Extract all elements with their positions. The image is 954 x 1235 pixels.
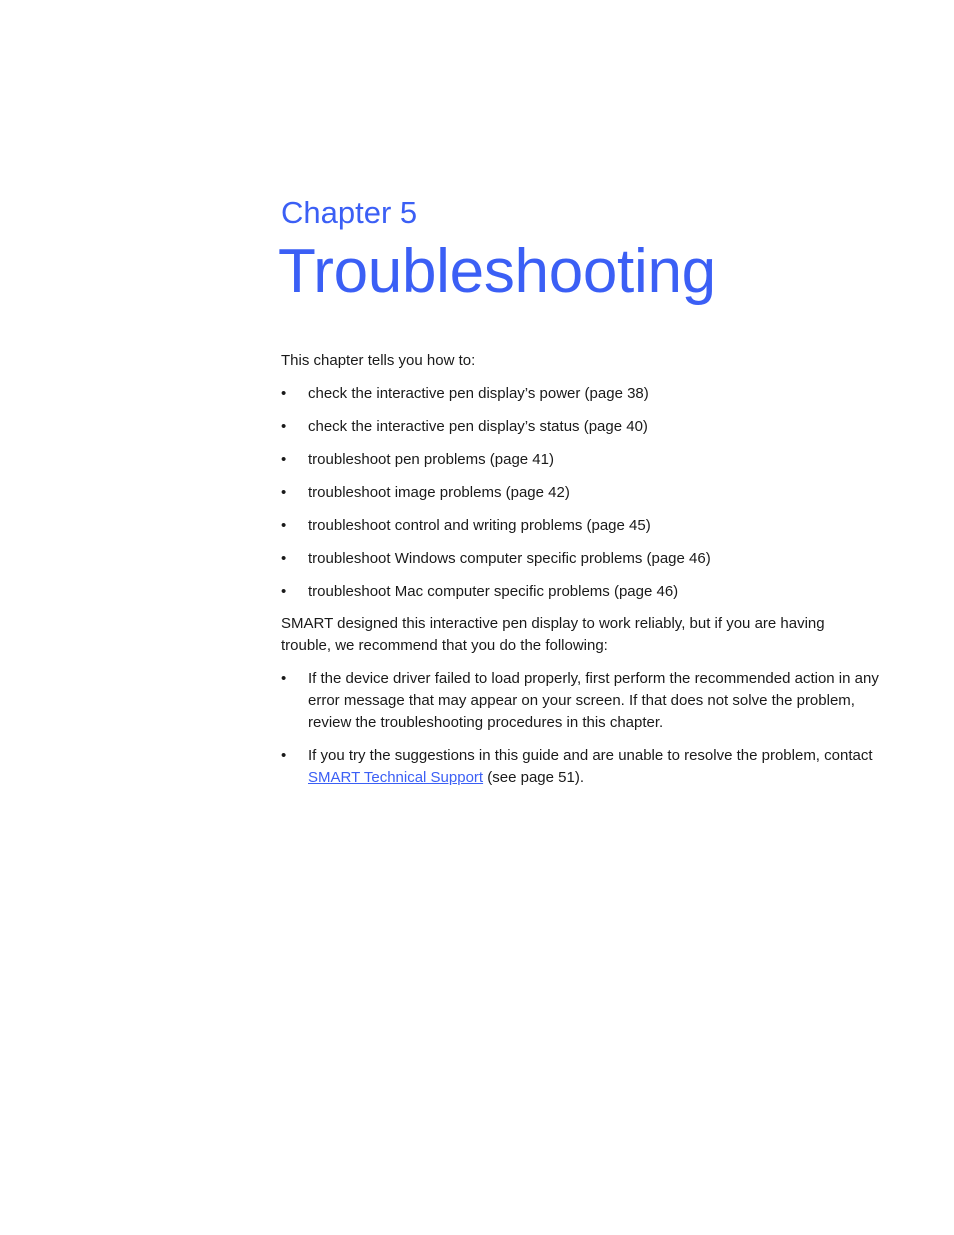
topic-text: troubleshoot pen problems (page 41): [308, 451, 554, 468]
topic-text: troubleshoot Windows computer specific problems (page 46): [308, 550, 711, 567]
step-text-before: If you try the suggestions in this guide and are unable to resolve the problem, contact: [308, 747, 873, 764]
chapter-content: [278, 193, 881, 789]
steps-list: [281, 668, 881, 789]
recommendation-text: SMART designed this interactive pen display to work reliably, but if you are having trouble, we recommend that you do the following:: [281, 615, 825, 654]
bullet-icon: •: [281, 517, 287, 534]
bullet-icon: •: [281, 583, 287, 600]
intro-text: This chapter tells you how to:: [281, 352, 476, 369]
topic-item: [281, 449, 881, 471]
topic-item: [281, 515, 881, 537]
bullet-icon: •: [281, 747, 287, 764]
topic-item: [281, 581, 881, 603]
topic-list: [281, 383, 881, 603]
step-item-support: [281, 745, 881, 789]
topic-item: [281, 416, 881, 438]
bullet-icon: •: [281, 418, 287, 435]
topic-item: [281, 548, 881, 570]
topic-text: troubleshoot control and writing problems (page 45): [308, 517, 651, 534]
topic-text: troubleshoot image problems (page 42): [308, 484, 570, 501]
topic-text: check the interactive pen display’s status (page 40): [308, 418, 648, 435]
bullet-icon: •: [281, 385, 287, 402]
bullet-icon: •: [281, 550, 287, 567]
chapter-title: Troubleshooting: [278, 237, 716, 306]
bullet-icon: •: [281, 484, 287, 501]
topic-item: [281, 383, 881, 405]
step-text-after: (see page 51).: [483, 769, 584, 786]
chapter-number: Chapter 5: [281, 195, 418, 230]
topic-text: check the interactive pen display’s power (page 38): [308, 385, 649, 402]
technical-support-link[interactable]: SMART Technical Support: [308, 769, 484, 786]
step-text: If the device driver failed to load properly, first perform the recommended action in any error message that may appear on your screen. If that does not solve the problem, review the troubleshooting procedures in this chapter.: [308, 670, 879, 731]
topic-item: [281, 482, 881, 504]
bullet-icon: •: [281, 670, 287, 687]
topic-text: troubleshoot Mac computer specific problems (page 46): [308, 583, 679, 600]
bullet-icon: •: [281, 451, 287, 468]
step-item-driver: [281, 668, 881, 734]
